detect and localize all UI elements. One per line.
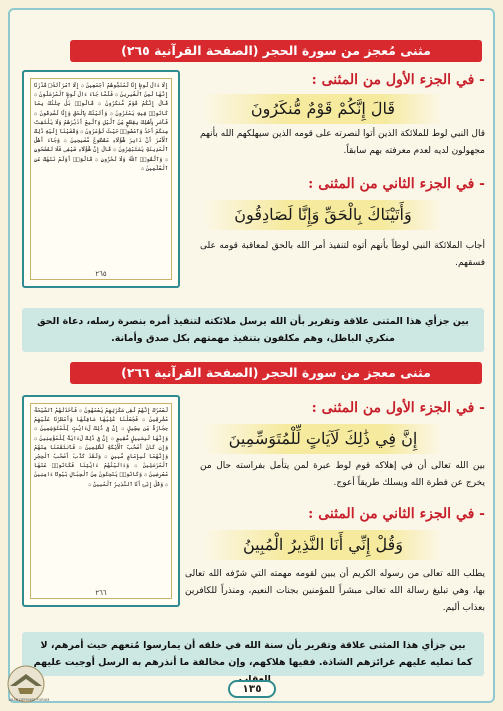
- section2-part1-verse: إِنَّ فِي ذَٰلِكَ لَآيَاتٍ لِّلْمُتَوَسِّمِينَ: [203, 424, 443, 454]
- section2-banner: مثنى معجز من سورة الحجر (الصفحة القرآنية ٢٦٦): [70, 362, 482, 384]
- section2-part2-verse: وَقُلْ إِنِّي أَنَا النَّذِيرُ الْمُبِينُ: [203, 530, 443, 560]
- section1-mushaf-inner: [30, 78, 172, 280]
- forum-logo-text: ARAB DEFENSE FORUM: [8, 698, 50, 702]
- section1-part2-text: أجاب الملائكة النبي لوطاً بأنهم أتوه لتنفيذ أمر الله بالحق لمعاقبة قومه على فسقهم.: [200, 241, 485, 268]
- page-number: ١٣٥: [228, 680, 276, 698]
- section2-part2-heading: - في الجزء الثاني من المثنى :: [308, 506, 485, 522]
- section1-part2-heading: - في الجزء الثاني من المثنى :: [308, 176, 485, 192]
- section2-part1-text: بين الله تعالى أن في إهلاكه قوم لوط عبرة لمن يتأمل بفراسته حال من يخرج عن فطرة الله ويسلك طريقاً أعوج.: [200, 461, 485, 488]
- section2-part1-heading: - في الجزء الأول من المثنى :: [311, 400, 485, 416]
- section1-part1-verse: قَالَ إِنَّكُمْ قَوْمٌ مُّنكَرُونَ: [203, 94, 443, 124]
- section1-mushaf-text: إِلَّا ءَالَ لُوطٍ إِنَّا لَمُنَجُّوهُمْ أَجْمَعِينَ ۞ إِلَّا ٱمْرَأَتَهُۥ قَدَّرْنَآ إِنَّهَا لَمِنَ ٱلْغَٰبِرِينَ ۞ فَلَمَّا جَآءَ ءَالَ لُوطٍ ٱلْمُرْسَلُونَ ۞ قَالَ إِنَّكُمْ قَوْمٌ مُّنكَرُونَ ۞ قَالُوا۟ بَلْ جِئْنَٰكَ بِمَا كَانُوا۟ فِيهِ يَمْتَرُونَ ۞ وَأَتَيْنَٰكَ بِٱلْحَقِّ وَإِنَّا لَصَٰدِقُونَ ۞ فَأَسْرِ بِأَهْلِكَ بِقِطْعٍ مِّنَ ٱلَّيْلِ وَٱتَّبِعْ أَدْبَٰرَهُمْ وَلَا يَلْتَفِتْ مِنكُمْ أَحَدٌ وَٱمْضُوا۟ حَيْثُ تُؤْمَرُونَ ۞ وَقَضَيْنَآ إِلَيْهِ ذَٰلِكَ ٱلْأَمْرَ أَنَّ دَابِرَ هَٰٓؤُلَآءِ مَقْطُوعٌ مُّصْبِحِينَ ۞ وَجَآءَ أَهْلُ ٱلْمَدِينَةِ يَسْتَبْشِرُونَ ۞ قَالَ إِنَّ هَٰٓؤُلَآءِ ضَيْفِى فَلَا تَفْضَحُونِ ۞ وَٱتَّقُوا۟ ٱللَّهَ وَلَا تُخْزُونِ ۞ قَالُوٓا۟ أَوَلَمْ نَنْهَكَ عَنِ ٱلْعَٰلَمِينَ ۞: [34, 83, 168, 172]
- section1-part2-verse: وَأَتَيْنَاكَ بِالْحَقِّ وَإِنَّا لَصَادِقُونَ: [203, 200, 443, 230]
- section2-mushaf-page: [22, 395, 180, 607]
- section2-mushaf-inner: [30, 403, 172, 599]
- section1-mushaf-page: [22, 70, 180, 288]
- section2-summary: بين جزأي هذا المثنى علاقة وتقرير بأن سنة الله في خلقه أن يمارسوا مُتعهم حيث أمرهم، لا كما تمليه عليهم غرائزهم الشاذة. ففيها هلاكهم، وإن مخالفة ما أنذرهم به الرسل أوجبت عليهم: [22, 632, 484, 676]
- section1-part1-heading: - في الجزء الأول من المثنى :: [311, 72, 485, 88]
- section2-mushaf-text: لَعَمْرُكَ إِنَّهُمْ لَفِى سَكْرَتِهِمْ يَعْمَهُونَ ۞ فَأَخَذَتْهُمُ ٱلصَّيْحَةُ مُشْرِقِينَ ۞ فَجَعَلْنَا عَٰلِيَهَا سَافِلَهَا وَأَمْطَرْنَا عَلَيْهِمْ حِجَارَةً مِّن سِجِّيلٍ ۞ إِنَّ فِى ذَٰلِكَ لَءَايَٰتٍ لِّلْمُتَوَسِّمِينَ ۞ وَإِنَّهَا لَبِسَبِيلٍ مُّقِيمٍ ۞ إِنَّ فِى ذَٰلِكَ لَءَايَةً لِّلْمُؤْمِنِينَ ۞ وَإِن كَانَ أَصْحَٰبُ ٱلْأَيْكَةِ لَظَٰلِمِينَ ۞ فَٱنتَقَمْنَا مِنْهُمْ وَإِنَّهُمَا لَبِإِمَامٍ مُّبِينٍ ۞ وَلَقَدْ كَذَّبَ أَصْحَٰبُ ٱلْحِجْرِ ٱلْمُرْسَلِينَ ۞ وَءَاتَيْنَٰهُمْ ءَايَٰتِنَا فَكَانُوا۟ عَنْهَا مُعْرِضِينَ ۞ وَكَانُوا۟ يَنْحِتُونَ مِنَ ٱلْجِبَالِ بُيُوتًا ءَامِنِينَ ۞ وَقُلْ إِنِّىٓ أَنَا ٱلنَّذِيرُ ٱلْمُبِينُ ۞: [34, 408, 168, 488]
- section1-banner: مثنى مُعجز من سورة الحجر (الصفحة القرآنية ٢٦٥): [70, 40, 482, 62]
- section2-part2-text: يطلب الله تعالى من رسوله الكريم أن يبين لقومه مهمته التي شرّفه الله تعالى بها، وهي تبليغ رسالة الله تعالى مبشراً للمؤمنين بجنات النعيم، ومنذراً للكافرين بعذاب أليم.: [185, 569, 485, 613]
- section2-mushaf-page-number: ٢٦٦: [95, 589, 107, 597]
- section1-mushaf-page-number: ٢٦٥: [95, 270, 107, 278]
- section1-part1-text: قال النبي لوط للملائكة الذين أتوا لنصرته على قومه الذين سيهلكهم الله بأنهم مجهولون لديه لعدم معرفته بهم سابقاً.: [200, 129, 485, 156]
- section1-summary: بين جزأي هذا المثنى علاقة وتقرير بأن الله يرسل ملائكته لتنفيذ أمره بنصرة رسله، دعاة الحق منكري الباطل، وهم مكلفون بتنفيذ مهمتهم بكل صدق وأمانة.: [22, 308, 484, 352]
